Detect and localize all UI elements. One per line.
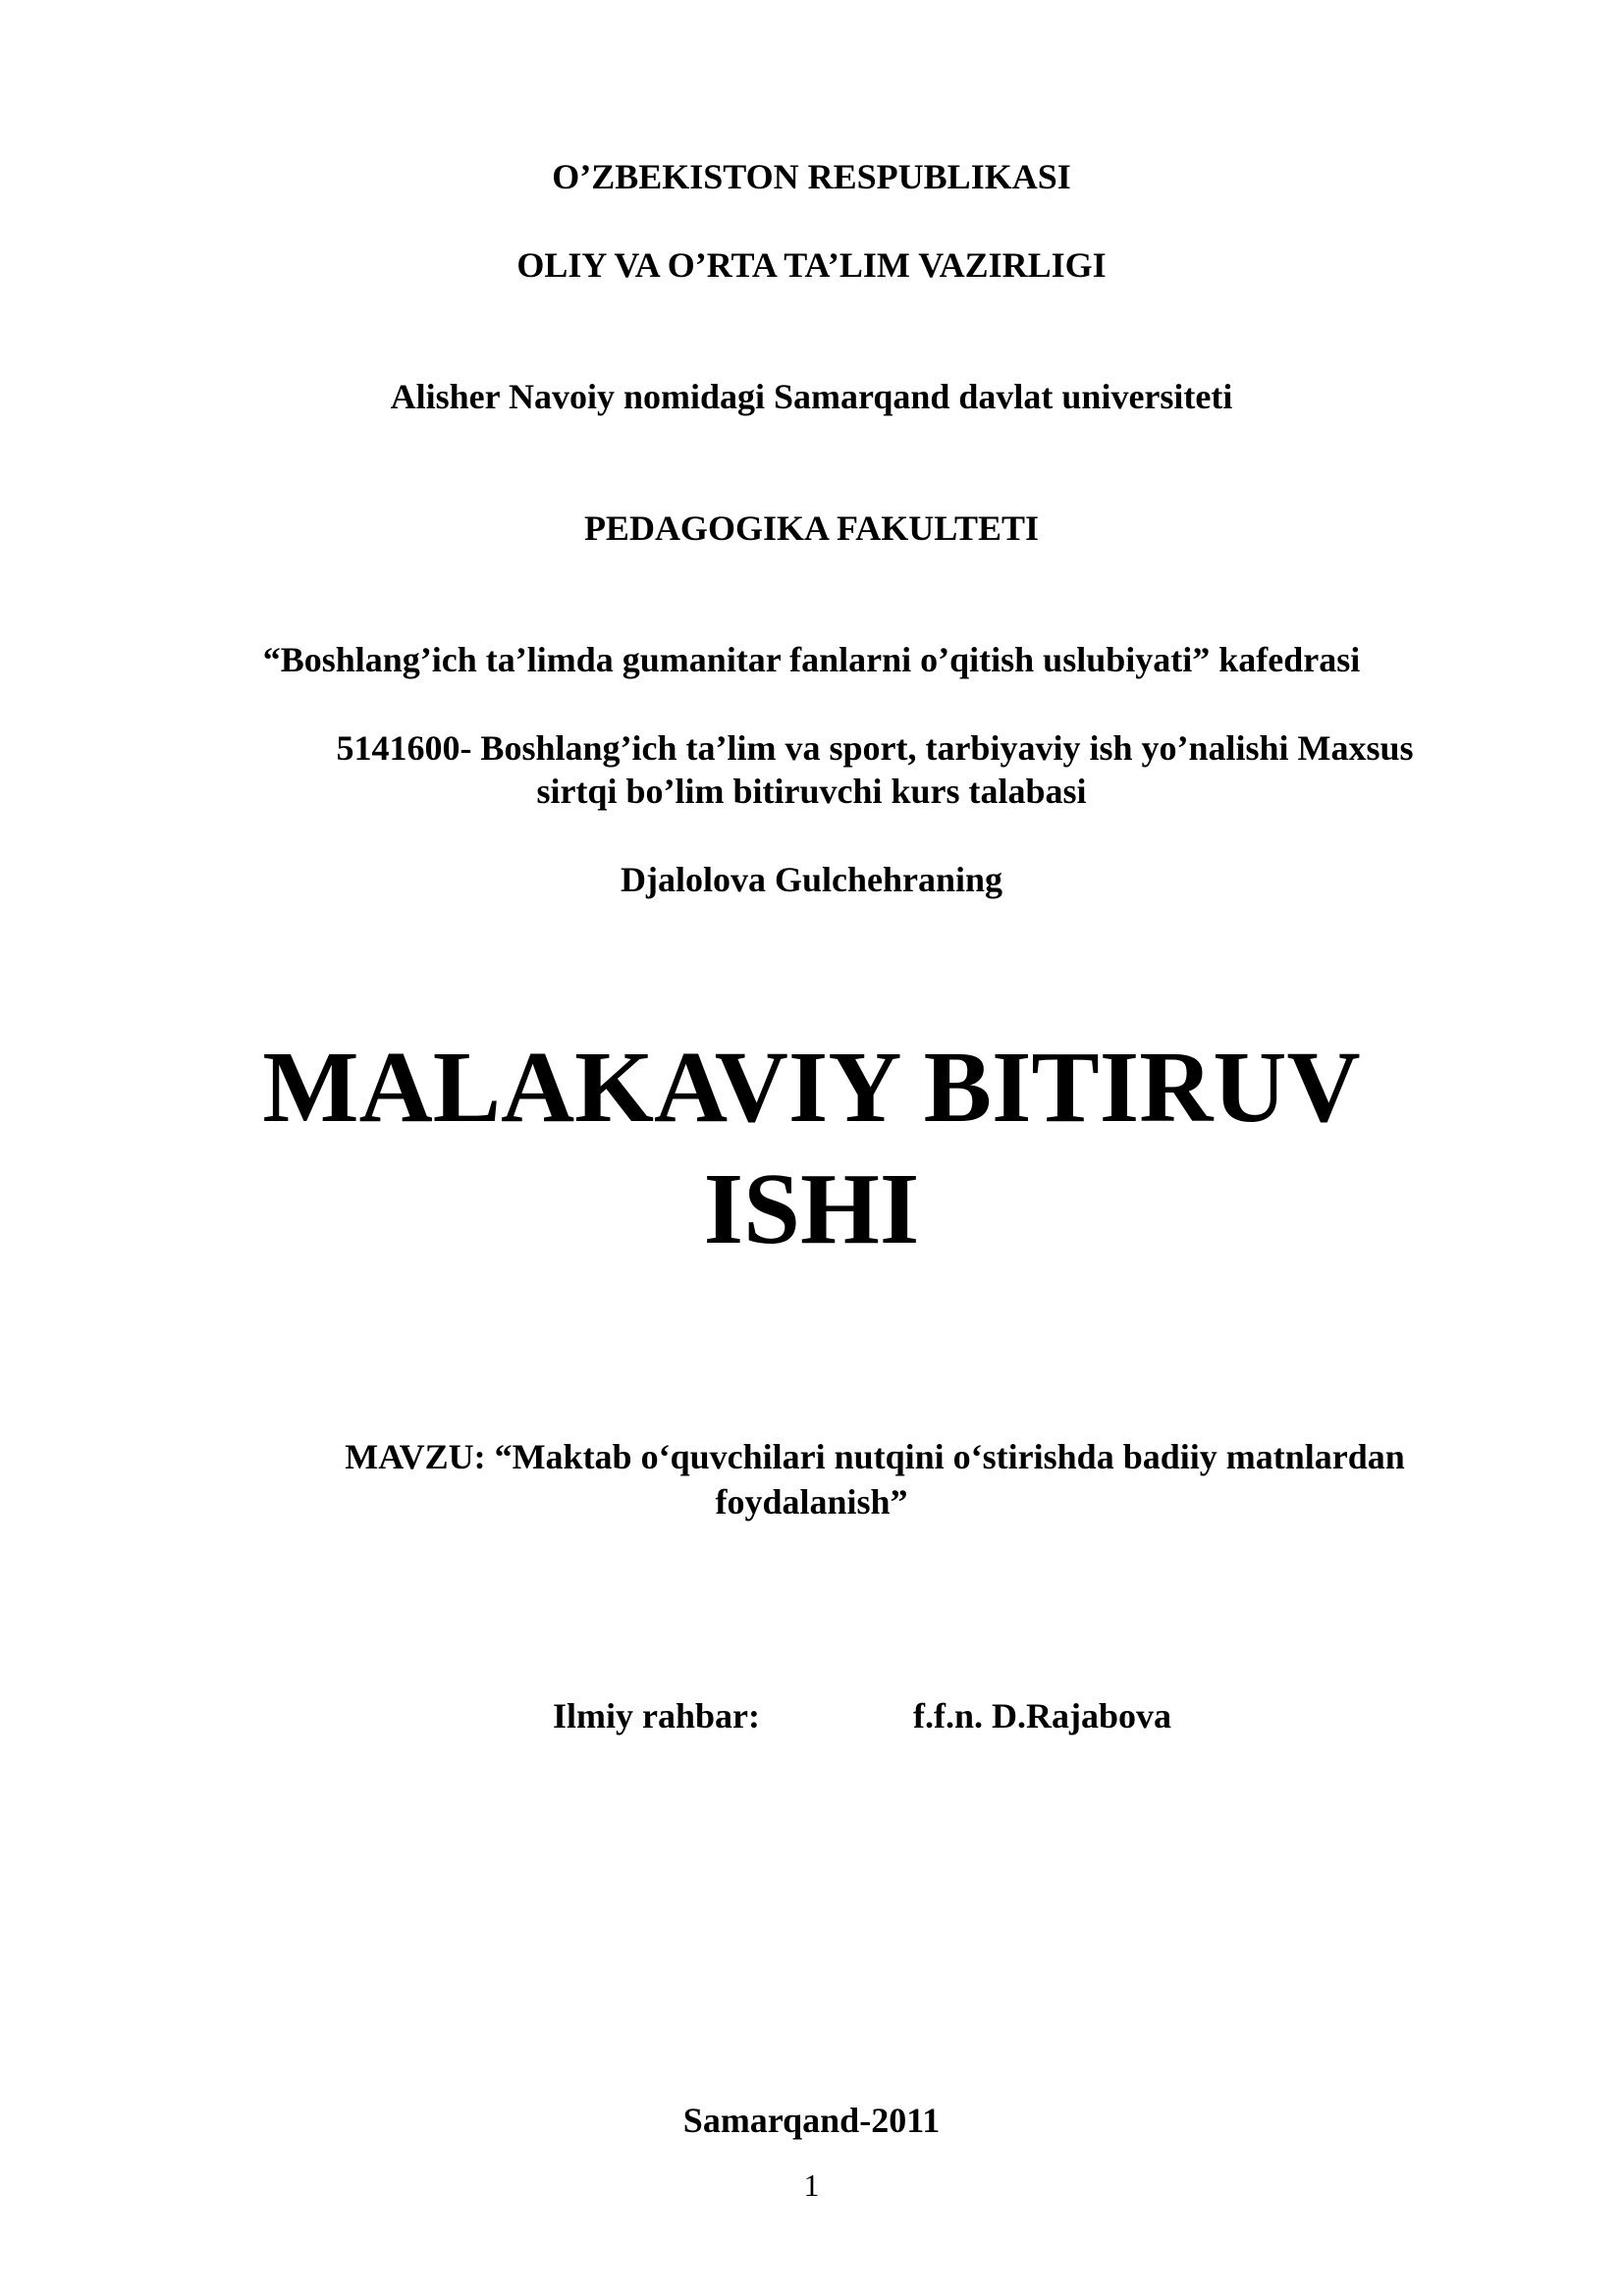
thesis-title-line-1: MALAKAVIY BITIRUV [262, 1031, 1361, 1144]
program-line-1: 5141600- Boshlang’ich ta’lim va sport, tarbiyaviy ish yo’nalishi Maxsus [336, 728, 1414, 768]
topic-line-1: MAVZU: “Maktab o‘quvchilari nutqini o‘stirishda badiiy matnlardan [345, 1437, 1405, 1476]
program-line-2: sirtqi bo’lim bitiruvchi kurs talabasi [536, 772, 1087, 811]
place-year: Samarqand-2011 [682, 2101, 941, 2140]
supervisor-row [0, 1694, 1623, 1737]
thesis-title-line-2: ISHI [703, 1152, 920, 1265]
page-number: 1 [803, 2167, 820, 2203]
ministry-heading: OLIY VA O’RTA TA’LIM VAZIRLIGI [516, 245, 1107, 285]
department-name: “Boshlang’ich ta’limda gumanitar fanlarni o’qitish uslubiyati” kafedrasi [262, 640, 1361, 679]
republic-heading: O’ZBEKISTON RESPUBLIKASI [552, 157, 1071, 196]
supervisor-label: Ilmiy rahbar: [553, 1696, 760, 1735]
university-name: Alisher Navoiy nomidagi Samarqand davlat universiteti [390, 377, 1233, 416]
topic-line-2: foydalanish” [715, 1482, 908, 1522]
student-name: Djalolova Gulchehraning [620, 860, 1003, 899]
faculty-name: PEDAGOGIKA FAKULTETI [583, 508, 1040, 548]
supervisor-name: f.f.n. D.Rajabova [913, 1696, 1172, 1735]
